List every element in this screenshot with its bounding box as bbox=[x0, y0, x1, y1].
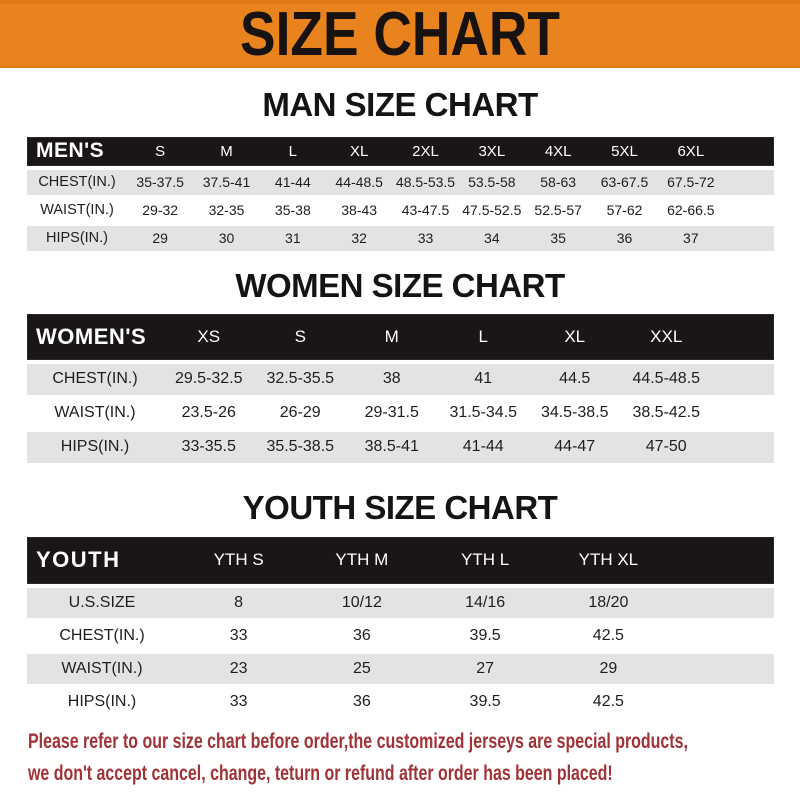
banner-title bbox=[214, 0, 586, 69]
size-cell: 34 bbox=[484, 230, 500, 247]
size-chart-section bbox=[0, 266, 800, 463]
section-title: MAN SIZE CHART bbox=[262, 86, 538, 123]
banner bbox=[0, 0, 800, 68]
size-cell: 47.5-52.5 bbox=[462, 202, 522, 219]
size-cell: 39.5 bbox=[469, 626, 501, 644]
size-cell: 30 bbox=[218, 230, 235, 247]
column-header: XS bbox=[197, 326, 221, 346]
size-cell: 29 bbox=[152, 230, 168, 247]
size-cell: 63-67.5 bbox=[600, 174, 649, 191]
column-header: YTH L bbox=[461, 550, 510, 570]
column-header: YTH M bbox=[335, 550, 389, 570]
row-label: CHEST(IN.) bbox=[52, 370, 138, 388]
column-header: XL bbox=[564, 326, 586, 346]
table-row bbox=[27, 170, 774, 195]
table-row bbox=[27, 432, 774, 463]
size-cell: 42.5 bbox=[592, 626, 624, 644]
size-cell: 57-62 bbox=[606, 202, 643, 219]
table-row bbox=[27, 654, 774, 684]
size-cell: 37 bbox=[683, 230, 699, 247]
column-header: XXL bbox=[650, 326, 683, 346]
size-cell: 29 bbox=[599, 659, 618, 677]
size-cell: 41-44 bbox=[462, 438, 504, 456]
size-cell: 36 bbox=[352, 626, 371, 644]
column-header: YTH XL bbox=[578, 550, 639, 570]
size-cell: 33 bbox=[229, 692, 248, 710]
table-row bbox=[27, 687, 774, 717]
table-row bbox=[27, 198, 774, 223]
size-cell: 27 bbox=[476, 659, 495, 677]
table-row bbox=[27, 226, 774, 251]
size-table bbox=[27, 314, 774, 463]
size-cell: 53.5-58 bbox=[468, 174, 516, 191]
size-cell: 41 bbox=[474, 370, 493, 388]
column-header: YTH S bbox=[213, 550, 264, 570]
size-cell: 18/20 bbox=[588, 593, 629, 611]
size-cell: 25 bbox=[352, 659, 371, 677]
column-header: 2XL bbox=[412, 142, 439, 160]
footer-line-1-text: Please refer to our size chart before order,the customized jerseys are special products, bbox=[28, 729, 688, 753]
size-chart-section bbox=[0, 488, 800, 717]
size-cell: 44.5 bbox=[559, 370, 591, 388]
size-cell: 23.5-26 bbox=[181, 404, 236, 422]
size-cell: 33 bbox=[229, 626, 248, 644]
table-row bbox=[27, 588, 774, 618]
size-cell: 34.5-38.5 bbox=[540, 404, 609, 422]
charts-container bbox=[0, 88, 800, 717]
row-label: HIPS(IN.) bbox=[60, 438, 130, 456]
size-cell: 36 bbox=[352, 692, 371, 710]
size-cell: 38.5-42.5 bbox=[632, 404, 701, 422]
size-cell: 35-37.5 bbox=[136, 174, 184, 191]
row-label: WAIST(IN.) bbox=[40, 202, 114, 219]
column-header: 5XL bbox=[611, 142, 638, 160]
row-label: HIPS(IN.) bbox=[45, 230, 109, 247]
size-cell: 44.5-48.5 bbox=[632, 370, 701, 388]
column-header: 6XL bbox=[677, 142, 705, 160]
column-header: 3XL bbox=[478, 142, 506, 160]
size-cell: 67.5-72 bbox=[667, 174, 715, 191]
size-chart-section bbox=[0, 88, 800, 251]
column-header: L bbox=[288, 142, 297, 160]
size-cell: 48.5-53.5 bbox=[395, 174, 456, 191]
size-cell: 47-50 bbox=[645, 438, 687, 456]
column-header: 4XL bbox=[544, 142, 572, 160]
size-cell: 31.5-34.5 bbox=[449, 404, 518, 422]
row-label: U.S.SIZE bbox=[68, 593, 136, 611]
size-cell: 38-43 bbox=[341, 202, 378, 219]
size-cell: 29-32 bbox=[142, 202, 179, 219]
size-cell: 32-35 bbox=[208, 202, 245, 219]
column-header: M bbox=[384, 326, 399, 346]
size-cell: 33 bbox=[417, 230, 434, 247]
size-cell: 23 bbox=[229, 659, 248, 677]
size-cell: 29-31.5 bbox=[364, 404, 419, 422]
column-header: L bbox=[478, 326, 488, 346]
size-cell: 31 bbox=[285, 230, 301, 247]
table-row bbox=[27, 364, 774, 395]
row-label: WAIST(IN.) bbox=[54, 404, 136, 422]
footer-line-1 bbox=[28, 727, 800, 759]
size-cell: 44-47 bbox=[554, 438, 596, 456]
size-cell: 39.5 bbox=[469, 692, 501, 710]
row-label: CHEST(IN.) bbox=[38, 174, 116, 191]
size-cell: 38.5-41 bbox=[364, 438, 419, 456]
size-cell: 32 bbox=[351, 230, 367, 247]
size-cell: 32.5-35.5 bbox=[266, 370, 335, 388]
size-cell: 38 bbox=[382, 370, 401, 388]
size-cell: 33-35.5 bbox=[181, 438, 236, 456]
size-cell: 36 bbox=[616, 230, 633, 247]
size-cell: 44-48.5 bbox=[335, 174, 383, 191]
row-label: CHEST(IN.) bbox=[59, 626, 145, 644]
table-header-row bbox=[27, 537, 774, 584]
size-cell: 37.5-41 bbox=[202, 174, 251, 191]
size-cell: 52.5-57 bbox=[534, 202, 582, 219]
column-header: M bbox=[220, 142, 233, 160]
size-cell: 8 bbox=[234, 593, 244, 611]
section-title: YOUTH SIZE CHART bbox=[242, 488, 558, 526]
size-cell: 26-29 bbox=[279, 404, 321, 422]
size-cell: 62-66.5 bbox=[667, 202, 715, 219]
size-table bbox=[27, 537, 774, 717]
banner-title-text: SIZE CHART bbox=[240, 0, 560, 69]
table-header-row bbox=[27, 137, 774, 166]
row-label: HIPS(IN.) bbox=[67, 692, 137, 710]
section-title: WOMEN SIZE CHART bbox=[235, 266, 565, 304]
table-header-row bbox=[27, 314, 774, 360]
table-row bbox=[27, 398, 774, 429]
size-cell: 41-44 bbox=[274, 174, 311, 191]
size-cell: 42.5 bbox=[592, 692, 624, 710]
table-row bbox=[27, 621, 774, 651]
size-cell: 35-38 bbox=[274, 202, 311, 219]
table-group-label: YOUTH bbox=[36, 547, 121, 573]
footer-line-2 bbox=[28, 759, 800, 791]
column-header: S bbox=[155, 142, 166, 160]
column-header: S bbox=[294, 326, 306, 346]
table-group-label: MEN'S bbox=[36, 139, 105, 163]
footer-note bbox=[28, 727, 800, 791]
table-group-label: WOMEN'S bbox=[36, 323, 147, 349]
size-table bbox=[27, 137, 774, 251]
size-cell: 58-63 bbox=[540, 174, 577, 191]
size-cell: 43-47.5 bbox=[401, 202, 450, 219]
row-label: WAIST(IN.) bbox=[61, 659, 143, 677]
size-cell: 35.5-38.5 bbox=[266, 438, 335, 456]
footer-line-2-text: we don't accept cancel, change, teturn or refund after order has been placed! bbox=[28, 761, 613, 785]
size-cell: 29.5-32.5 bbox=[174, 370, 243, 388]
size-cell: 35 bbox=[550, 230, 566, 247]
size-cell: 10/12 bbox=[341, 593, 382, 611]
size-cell: 14/16 bbox=[465, 593, 506, 611]
column-header: XL bbox=[349, 142, 369, 160]
